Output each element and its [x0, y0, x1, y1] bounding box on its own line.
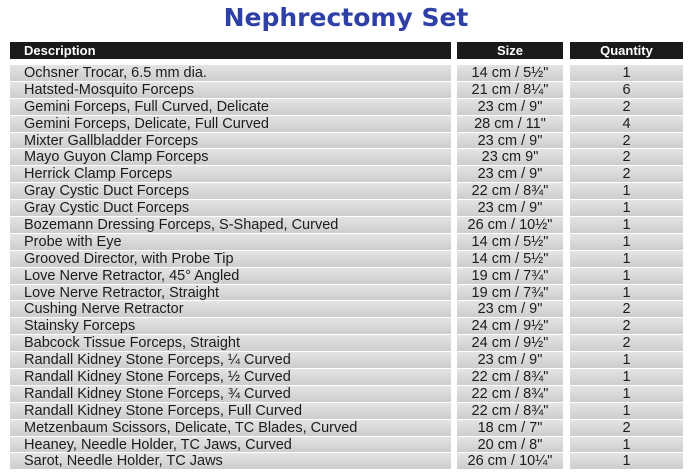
cell-quantity: 1 [570, 251, 683, 267]
cell-quantity: 1 [570, 200, 683, 216]
cell-description: Heaney, Needle Holder, TC Jaws, Curved [10, 437, 451, 453]
cell-size: 23 cm / 9" [457, 200, 563, 216]
table-row [0, 420, 692, 437]
cell-description: Probe with Eye [10, 234, 451, 250]
cell-description: Cushing Nerve Retractor [10, 301, 451, 317]
cell-size: 14 cm / 5½" [457, 65, 563, 81]
cell-quantity: 2 [570, 133, 683, 149]
cell-quantity: 2 [570, 99, 683, 115]
table-row [0, 335, 692, 352]
cell-description: Randall Kidney Stone Forceps, ¾ Curved [10, 386, 451, 402]
table-row [0, 200, 692, 217]
table-row [0, 318, 692, 335]
table-row [0, 251, 692, 268]
table-row [0, 217, 692, 234]
cell-size: 19 cm / 7¾" [457, 268, 563, 284]
page-title: Nephrectomy Set [223, 3, 469, 32]
cell-size: 19 cm / 7¾" [457, 285, 563, 301]
cell-size: 14 cm / 5½" [457, 234, 563, 250]
cell-quantity: 1 [570, 268, 683, 284]
cell-quantity: 2 [570, 301, 683, 317]
cell-size: 24 cm / 9½" [457, 318, 563, 334]
table-row [0, 369, 692, 386]
cell-quantity: 1 [570, 183, 683, 199]
cell-description: Randall Kidney Stone Forceps, ½ Curved [10, 369, 451, 385]
cell-quantity: 1 [570, 352, 683, 368]
table-row [0, 183, 692, 200]
table-row [0, 403, 692, 420]
column-header-size: Size [457, 42, 563, 59]
cell-quantity: 2 [570, 318, 683, 334]
cell-description: Gray Cystic Duct Forceps [10, 200, 451, 216]
cell-quantity: 2 [570, 149, 683, 165]
cell-description: Grooved Director, with Probe Tip [10, 251, 451, 267]
cell-size: 23 cm 9" [457, 149, 563, 165]
table-row [0, 65, 692, 82]
table-row [0, 234, 692, 251]
table-row [0, 301, 692, 318]
cell-size: 23 cm / 9" [457, 352, 563, 368]
cell-description: Ochsner Trocar, 6.5 mm dia. [10, 65, 451, 81]
table-row [0, 82, 692, 99]
cell-size: 26 cm / 10½" [457, 217, 563, 233]
cell-quantity: 1 [570, 285, 683, 301]
cell-description: Randall Kidney Stone Forceps, ¼ Curved [10, 352, 451, 368]
cell-quantity: 1 [570, 217, 683, 233]
cell-description: Stainsky Forceps [10, 318, 451, 334]
cell-size: 23 cm / 9" [457, 301, 563, 317]
cell-size: 28 cm / 11" [457, 116, 563, 132]
cell-description: Love Nerve Retractor, Straight [10, 285, 451, 301]
table-row [0, 437, 692, 454]
cell-quantity: 1 [570, 453, 683, 469]
cell-quantity: 1 [570, 437, 683, 453]
cell-quantity: 1 [570, 386, 683, 402]
cell-size: 21 cm / 8¼" [457, 82, 563, 98]
cell-quantity: 1 [570, 234, 683, 250]
table-row [0, 99, 692, 116]
cell-quantity: 1 [570, 403, 683, 419]
table-row [0, 268, 692, 285]
cell-size: 20 cm / 8" [457, 437, 563, 453]
cell-size: 22 cm / 8¾" [457, 369, 563, 385]
cell-quantity: 2 [570, 420, 683, 436]
table-row [0, 133, 692, 150]
cell-size: 26 cm / 10¼" [457, 453, 563, 469]
table-row [0, 453, 692, 470]
cell-description: Mayo Guyon Clamp Forceps [10, 149, 451, 165]
cell-description: Sarot, Needle Holder, TC Jaws [10, 453, 451, 469]
cell-description: Randall Kidney Stone Forceps, Full Curved [10, 403, 451, 419]
table-row [0, 352, 692, 369]
cell-description: Love Nerve Retractor, 45° Angled [10, 268, 451, 284]
cell-quantity: 2 [570, 335, 683, 351]
cell-size: 22 cm / 8¾" [457, 386, 563, 402]
cell-description: Mixter Gallbladder Forceps [10, 133, 451, 149]
table-row [0, 116, 692, 133]
table-row [0, 285, 692, 302]
cell-description: Gemini Forceps, Full Curved, Delicate [10, 99, 451, 115]
cell-quantity: 4 [570, 116, 683, 132]
instrument-table [0, 65, 692, 470]
cell-size: 23 cm / 9" [457, 166, 563, 182]
cell-size: 22 cm / 8¾" [457, 183, 563, 199]
cell-description: Gray Cystic Duct Forceps [10, 183, 451, 199]
cell-size: 23 cm / 9" [457, 133, 563, 149]
cell-description: Babcock Tissue Forceps, Straight [10, 335, 451, 351]
table-row [0, 166, 692, 183]
cell-quantity: 6 [570, 82, 683, 98]
cell-size: 24 cm / 9½" [457, 335, 563, 351]
cell-quantity: 2 [570, 166, 683, 182]
cell-description: Bozemann Dressing Forceps, S-Shaped, Curved [10, 217, 451, 233]
cell-quantity: 1 [570, 65, 683, 81]
table-row [0, 386, 692, 403]
column-header-quantity: Quantity [570, 42, 683, 59]
cell-description: Hatsted-Mosquito Forceps [10, 82, 451, 98]
table-row [0, 149, 692, 166]
cell-quantity: 1 [570, 369, 683, 385]
cell-description: Metzenbaum Scissors, Delicate, TC Blades, Curved [10, 420, 451, 436]
cell-description: Herrick Clamp Forceps [10, 166, 451, 182]
cell-description: Gemini Forceps, Delicate, Full Curved [10, 116, 451, 132]
cell-size: 18 cm / 7" [457, 420, 563, 436]
cell-size: 14 cm / 5½" [457, 251, 563, 267]
cell-size: 22 cm / 8¾" [457, 403, 563, 419]
cell-size: 23 cm / 9" [457, 99, 563, 115]
column-header-description: Description [10, 42, 451, 59]
